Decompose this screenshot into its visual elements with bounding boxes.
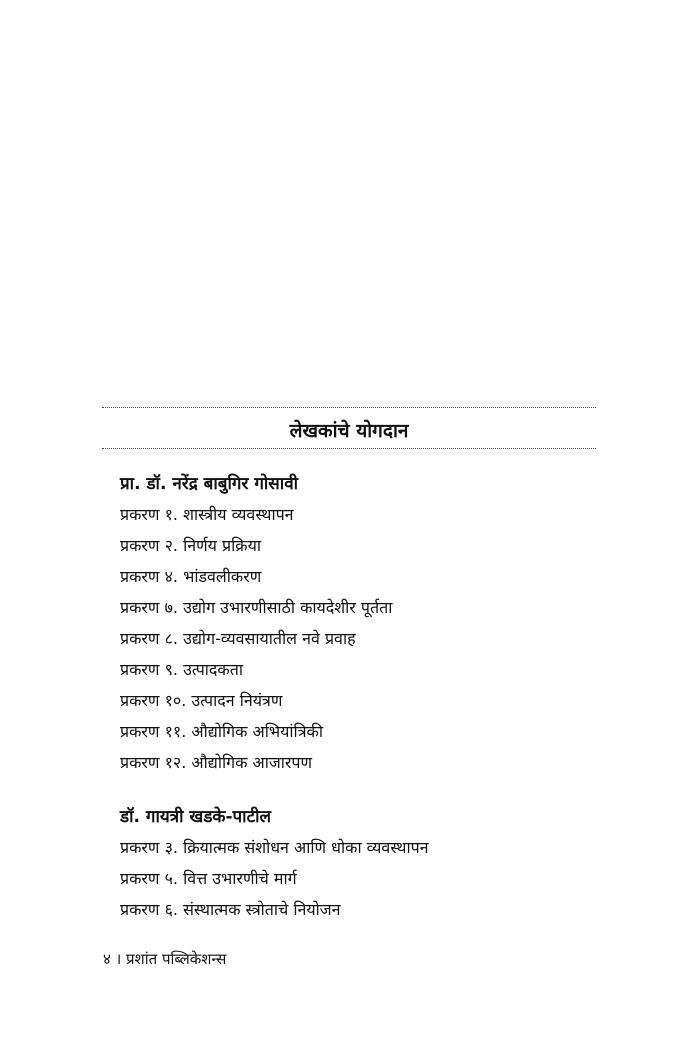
chapter-item: प्रकरण १०. उत्पादन नियंत्रण xyxy=(120,691,283,710)
chapter-item: प्रकरण २. निर्णय प्रक्रिया xyxy=(120,536,261,555)
contributor-name-2: डॉ. गायत्री खडके-पाटील xyxy=(120,807,272,827)
chapter-item: प्रकरण १२. औद्योगिक आजारपण xyxy=(120,753,313,772)
chapter-item: प्रकरण ८. उद्योग-व्यवसायातील नवे प्रवाह xyxy=(120,629,356,648)
page-footer: ४ । प्रशांत पब्लिकेशन्स xyxy=(103,950,227,968)
heading-top-rule xyxy=(102,407,596,408)
contributor-2-chapter-list xyxy=(120,836,429,929)
contributor-1-chapter-list xyxy=(120,503,392,782)
chapter-item: प्रकरण ७. उद्योग उभारणीसाठी कायदेशीर पूर्तता xyxy=(120,598,393,617)
chapter-item: प्रकरण ४. भांडवलीकरण xyxy=(120,567,262,586)
section-heading: लेखकांचे योगदान xyxy=(289,420,409,442)
chapter-item: प्रकरण १. शास्त्रीय व्यवस्थापन xyxy=(120,505,294,524)
chapter-item: प्रकरण ११. औद्योगिक अभियांत्रिकी xyxy=(120,722,323,741)
chapter-item: प्रकरण ६. संस्थात्मक स्त्रोताचे नियोजन xyxy=(120,900,341,919)
contributor-name-1: प्रा. डॉ. नरेंद्र बाबुगिर गोसावी xyxy=(120,474,299,494)
heading-bottom-rule xyxy=(102,448,596,449)
chapter-item: प्रकरण ५. वित्त उभारणीचे मार्ग xyxy=(120,869,297,888)
chapter-item: प्रकरण ९. उत्पादकता xyxy=(120,660,243,679)
chapter-item: प्रकरण ३. क्रियात्मक संशोधन आणि धोका व्यवस्थापन xyxy=(120,838,429,857)
